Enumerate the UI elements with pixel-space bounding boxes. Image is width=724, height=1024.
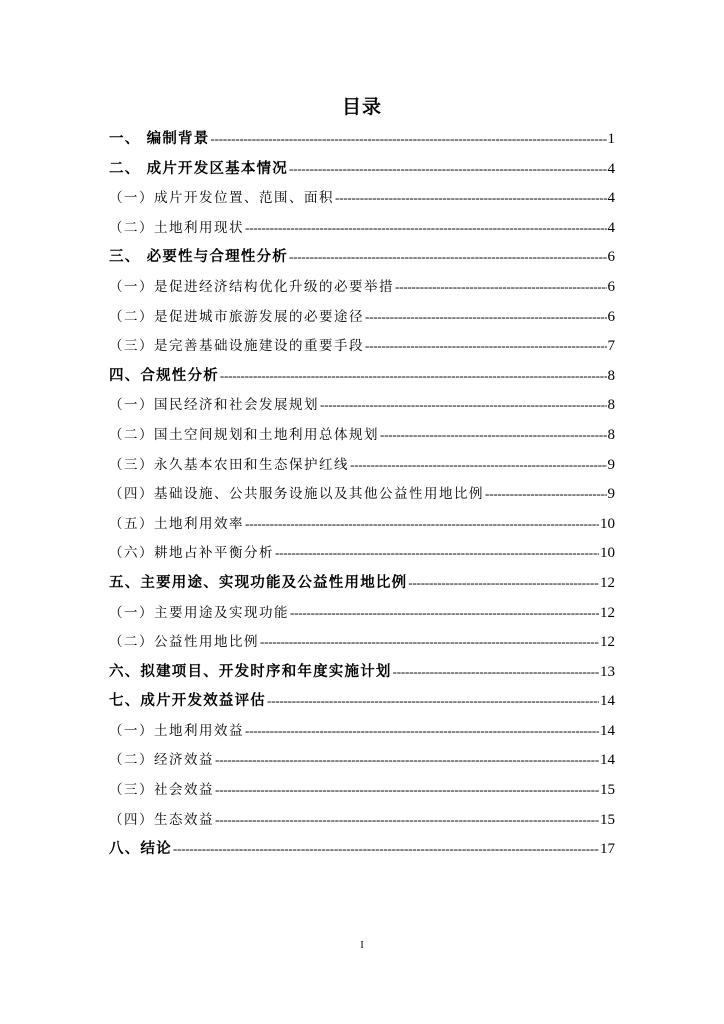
toc-entry[interactable] bbox=[109, 302, 615, 332]
toc-leader bbox=[215, 775, 599, 805]
toc-leader bbox=[350, 450, 607, 480]
toc-entry-page: 8 bbox=[607, 397, 615, 414]
toc-entry[interactable] bbox=[109, 598, 615, 628]
toc-entry-label: （一）主要用途及实现功能 bbox=[109, 604, 289, 621]
toc-entry-label: （三）永久基本农田和生态保护红线 bbox=[109, 456, 349, 473]
toc-entry[interactable] bbox=[109, 154, 615, 184]
toc-entry-label: （二）土地利用现状 bbox=[109, 219, 244, 236]
toc-entry-page: 13 bbox=[600, 663, 615, 680]
toc-entry-page: 1 bbox=[607, 131, 615, 147]
toc-leader bbox=[210, 124, 606, 154]
toc-leader bbox=[408, 568, 599, 598]
toc-entry[interactable] bbox=[109, 509, 615, 539]
toc-entry-page: 17 bbox=[600, 841, 615, 858]
toc-entry[interactable] bbox=[109, 805, 615, 835]
page-title: 目录 bbox=[341, 96, 382, 118]
toc-leader bbox=[267, 686, 599, 716]
toc-leader bbox=[365, 331, 607, 361]
toc-leader bbox=[245, 509, 599, 539]
toc-entry-label: （五）土地利用效率 bbox=[109, 515, 244, 532]
toc-leader bbox=[220, 361, 607, 391]
toc-entry-page: 8 bbox=[607, 367, 615, 384]
toc-entry-page: 6 bbox=[607, 249, 615, 266]
toc-leader bbox=[173, 834, 599, 864]
toc-entry-label: 六、拟建项目、开发时序和年度实施计划 bbox=[109, 663, 392, 680]
toc-entry-label: （二）公益性用地比例 bbox=[109, 634, 259, 651]
toc-leader bbox=[275, 538, 599, 568]
toc-leader bbox=[215, 745, 599, 775]
toc-entry-label: （三）社会效益 bbox=[109, 782, 214, 799]
toc-entry-page: 9 bbox=[607, 486, 615, 503]
toc-entry-page: 4 bbox=[607, 160, 615, 177]
toc-leader bbox=[245, 213, 607, 243]
toc-leader bbox=[289, 154, 607, 184]
toc-leader bbox=[485, 479, 607, 509]
toc-entry-page: 10 bbox=[600, 545, 615, 562]
toc-entry-label: （三）是完善基础设施建设的重要手段 bbox=[109, 338, 364, 355]
toc-entry-label: 一、 编制背景 bbox=[109, 131, 210, 147]
toc-entry-label: （二）经济效益 bbox=[109, 752, 214, 769]
toc-leader bbox=[289, 242, 607, 272]
toc-entry[interactable] bbox=[109, 627, 615, 657]
toc-entry[interactable] bbox=[109, 361, 615, 391]
toc-entry-label: （四）生态效益 bbox=[109, 811, 214, 828]
toc-entry-label: （二）是促进城市旅游发展的必要途径 bbox=[109, 308, 364, 325]
toc-entry-page: 15 bbox=[600, 811, 615, 828]
toc-leader bbox=[260, 627, 599, 657]
toc-entry[interactable] bbox=[109, 450, 615, 480]
toc-entry-page: 6 bbox=[607, 308, 615, 325]
toc-leader bbox=[365, 302, 607, 332]
toc-entry-page: 12 bbox=[600, 574, 615, 591]
toc-entry[interactable] bbox=[109, 390, 615, 420]
toc-leader bbox=[320, 390, 607, 420]
toc-entry-label: 四、合规性分析 bbox=[109, 367, 219, 384]
toc-entry[interactable] bbox=[109, 479, 615, 509]
toc-entry-label: （六）耕地占补平衡分析 bbox=[109, 545, 274, 562]
toc-entry-page: 6 bbox=[607, 278, 615, 295]
toc-entry[interactable] bbox=[109, 568, 615, 598]
toc-entry-page: 14 bbox=[600, 752, 615, 769]
toc-entry[interactable] bbox=[109, 745, 615, 775]
toc-entry-label: （一）成片开发位置、范围、面积 bbox=[109, 190, 334, 207]
toc-leader bbox=[380, 420, 607, 450]
toc-entry-label: （二）国土空间规划和土地利用总体规划 bbox=[109, 426, 379, 443]
toc-leader bbox=[395, 272, 607, 302]
toc-entry-label: （一）国民经济和社会发展规划 bbox=[109, 397, 319, 414]
toc-entry[interactable] bbox=[109, 834, 615, 864]
toc-entry-page: 12 bbox=[600, 604, 615, 621]
toc-entry[interactable] bbox=[109, 183, 615, 213]
toc-entry-page: 12 bbox=[600, 634, 615, 651]
toc-entry-page: 14 bbox=[600, 693, 615, 710]
toc-entry-label: （四）基础设施、公共服务设施以及其他公益性用地比例 bbox=[109, 486, 484, 503]
toc-entry-label: （一）土地利用效益 bbox=[109, 722, 244, 739]
toc-entry[interactable] bbox=[109, 331, 615, 361]
toc-entry[interactable] bbox=[109, 124, 615, 154]
toc-entry-label: 三、 必要性与合理性分析 bbox=[109, 249, 288, 266]
toc-entry-label: 五、主要用途、实现功能及公益性用地比例 bbox=[109, 574, 408, 591]
toc-entry[interactable] bbox=[109, 657, 615, 687]
toc-leader bbox=[245, 716, 599, 746]
toc-leader bbox=[335, 183, 607, 213]
toc-entry-page: 4 bbox=[607, 219, 615, 236]
table-of-contents bbox=[109, 124, 615, 864]
toc-entry-label: 七、成片开发效益评估 bbox=[109, 693, 266, 710]
toc-entry[interactable] bbox=[109, 213, 615, 243]
toc-leader bbox=[290, 598, 599, 628]
toc-entry-page: 7 bbox=[607, 338, 615, 355]
toc-entry[interactable] bbox=[109, 420, 615, 450]
toc-entry-page: 8 bbox=[607, 426, 615, 443]
toc-entry-label: 八、结论 bbox=[109, 841, 172, 858]
toc-entry[interactable] bbox=[109, 242, 615, 272]
toc-entry-label: 二、 成片开发区基本情况 bbox=[109, 160, 288, 177]
toc-entry-label: （一）是促进经济结构优化升级的必要举措 bbox=[109, 278, 394, 295]
toc-entry-page: 9 bbox=[607, 456, 615, 473]
toc-leader bbox=[215, 805, 599, 835]
toc-entry-page: 4 bbox=[607, 190, 615, 207]
toc-entry[interactable] bbox=[109, 686, 615, 716]
toc-entry-page: 10 bbox=[600, 515, 615, 532]
toc-entry[interactable] bbox=[109, 272, 615, 302]
toc-entry-page: 15 bbox=[600, 782, 615, 799]
toc-entry-page: 14 bbox=[600, 722, 615, 739]
toc-entry[interactable] bbox=[109, 775, 615, 805]
toc-leader bbox=[393, 657, 599, 687]
toc-entry[interactable] bbox=[109, 716, 615, 746]
page-number-footer: I bbox=[360, 940, 364, 951]
toc-entry[interactable] bbox=[109, 538, 615, 568]
